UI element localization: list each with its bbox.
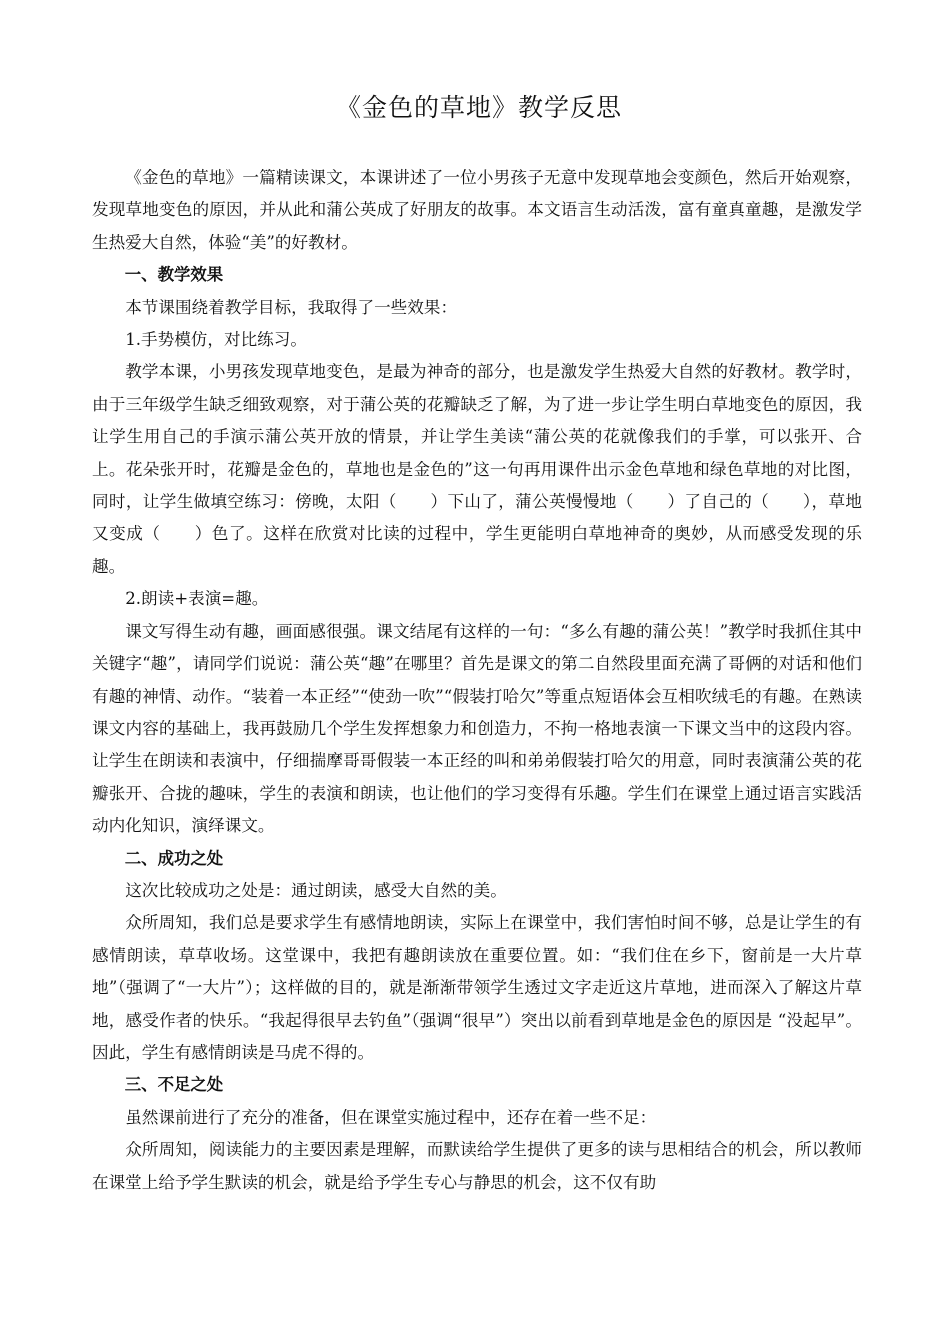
paragraph-effect-intro: 本节课围绕着教学目标，我取得了一些效果： [125,297,458,317]
document-title: 《金色的草地》教学反思 [335,93,622,122]
section-heading-success: 二、成功之处 [124,848,224,868]
document-page [92,88,862,1199]
paragraph-reading-acting-detail: 课文写得生动有趣，画面感很强。课文结尾有这样的一句：“多么有趣的蒲公英！”教学时我抓住其中关键字“趣”，请同学们说说：蒲公英“趣”在哪里？首先是课文的第二自然段里面充满了哥俩的对话和他们有趣的神情、动作。“装着一本正经”“使劲一吹”“假装打哈欠”等重点短语体会互相吹绒毛的有趣。在熟读课文内容的基础上，我再鼓励几个学生发挥想象力和创造力，不拘一格地表演一下课文当中的这段内容。让学生在朗读和表演中，仔细揣摩哥哥假装一本正经的叫和弟弟假装打哈欠的用意，同时表演蒲公英的花瓣张开、合拢的趣味，学生的表演和朗读，也让他们的学习变得有乐趣。学生们在课堂上通过语言实践活动内化知识，演绎课文。 [92,621,862,836]
paragraph-shortcomings-intro: 虽然课前进行了充分的准备，但在课堂实施过程中，还存在着一些不足： [125,1107,657,1127]
paragraph-success-detail: 众所周知，我们总是要求学生有感情地朗读，实际上在课堂中，我们害怕时间不够，总是让学生的有感情朗读，草草收场。这堂课中，我把有趣朗读放在重要位置。如：“我们住在乡下，窗前是一大片草地”（强调了“一大片”）；这样做的目的，就是渐渐带领学生透过文字走近这片草地，进而深入了解这片草地，感受作者的快乐。“我起得很早去钓鱼”（强调“很早”）突出以前看到草地是金色的原因是 “没起早”。因此，学生有感情朗读是马虎不得的。 [92,913,862,1062]
paragraph-success-intro: 这次比较成功之处是：通过朗读，感受大自然的美。 [125,880,507,900]
subheading-gesture: 1.手势模仿，对比练习。 [125,330,307,350]
paragraph-shortcomings-detail: 众所周知，阅读能力的主要因素是理解，而默读给学生提供了更多的读与思相结合的机会，所以教师在课堂上给予学生默读的机会，就是给予学生专心与静思的机会，这不仅有助 [92,1140,862,1192]
paragraph-gesture-detail: 教学本课，小男孩发现草地变色，是最为神奇的部分，也是激发学生热爱大自然的好教材。教学时，由于三年级学生缺乏细致观察，对于蒲公英的花瓣缺乏了解，为了进一步让学生明白草地变色的原因，我让学生用自己的手演示蒲公英开放的情景，并让学生美读“蒲公英的花就像我们的手掌，可以张开、合上。花朵张开时，花瓣是金色的，草地也是金色的”这一句再用课件出示金色草地和绿色草地的对比图，同时，让学生做填空练习：傍晚，太阳（ ）下山了，蒲公英慢慢地（ ）了自己的（ ），草地又变成（ ）色了。这样在欣赏对比读的过程中，学生更能明白草地神奇的奥妙，从而感受发现的乐趣。 [92,362,862,576]
intro-paragraph: 《金色的草地》一篇精读课文，本课讲述了一位小男孩子无意中发现草地会变颜色，然后开始观察，发现草地变色的原因，并从此和蒲公英成了好朋友的故事。本文语言生动活泼，富有童真童趣，是激发学生热爱大自然，体验“美”的好教材。 [92,168,862,252]
section-heading-teaching-effect: 一、教学效果 [124,265,224,285]
section-heading-shortcomings: 三、不足之处 [124,1075,224,1095]
subheading-reading-acting: 2.朗读+表演=趣。 [125,589,269,609]
